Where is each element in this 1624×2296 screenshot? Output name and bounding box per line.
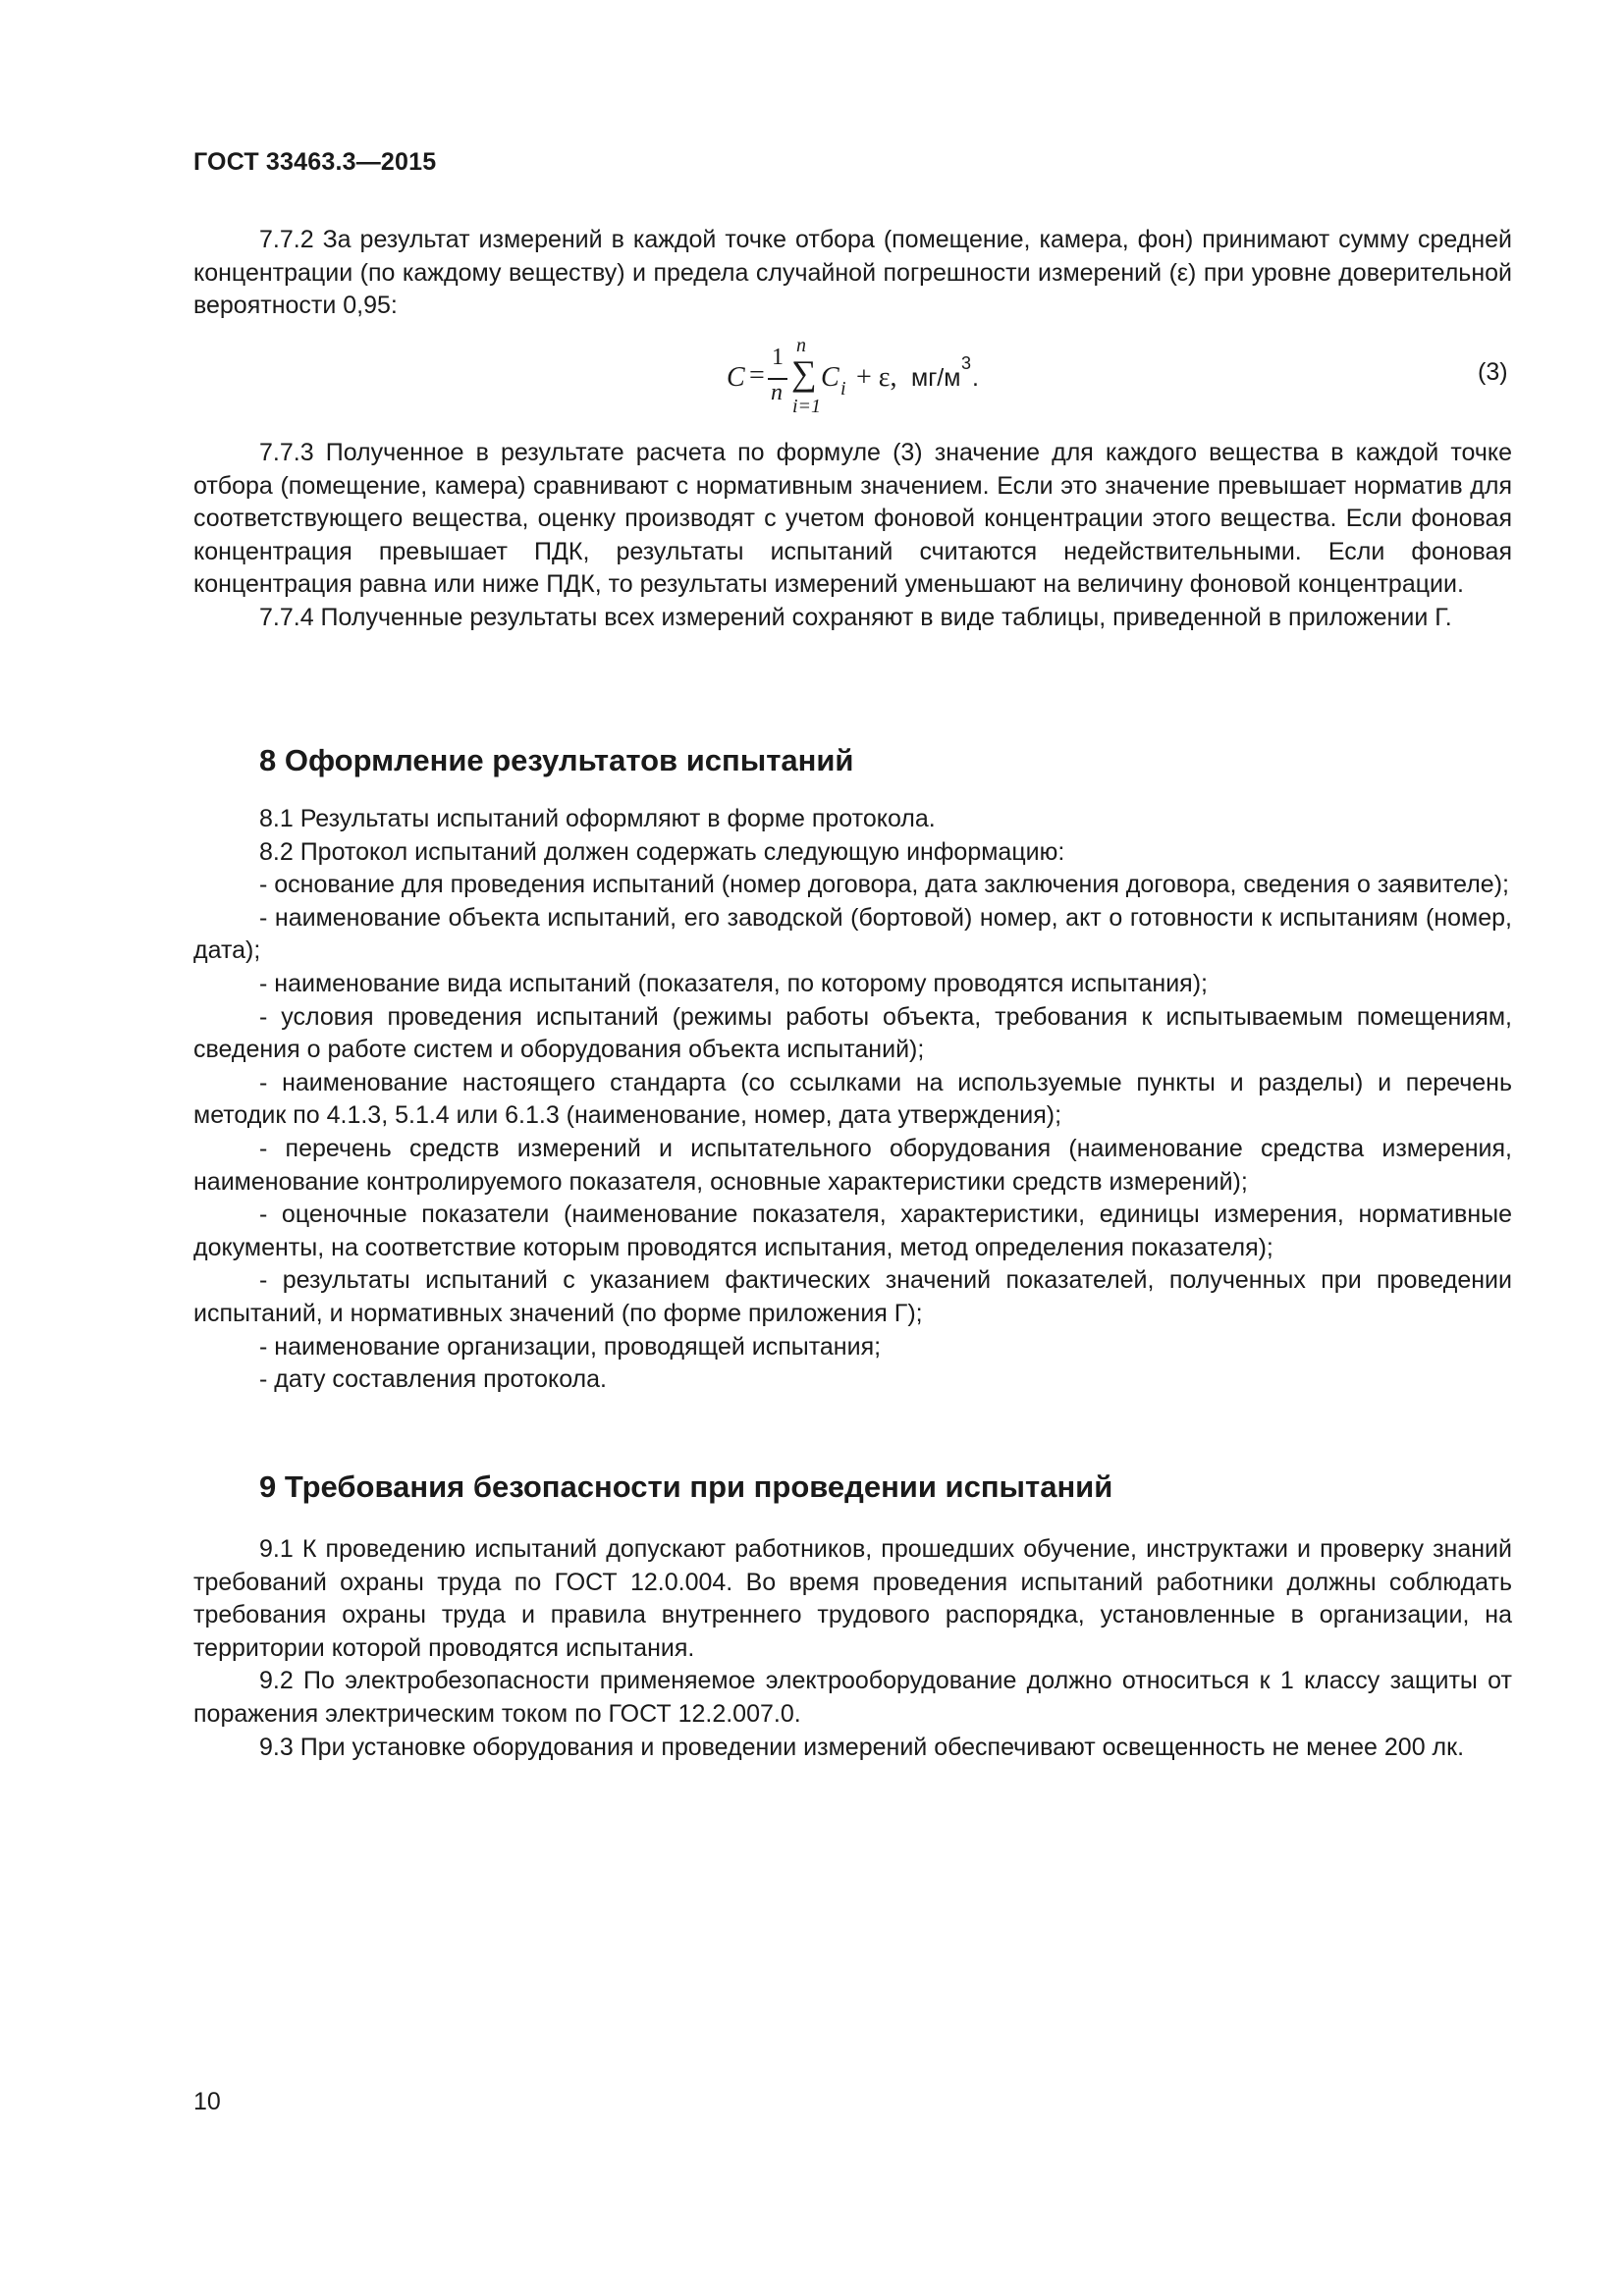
formula-unit-sup: 3 [961, 353, 972, 373]
formula-3 [717, 335, 1011, 427]
formula-term-sub: i [840, 378, 846, 400]
formula-plus-epsilon: + ε, [856, 362, 897, 393]
list-item: - результаты испытаний с указанием фактических значений показателей, полученных при проведении испытаний, и нормативных значений (по форме приложения Г); [193, 1266, 1512, 1327]
paragraph-7-7-4: 7.7.4 Полученные результаты всех измерений сохраняют в виде таблицы, приведенной в приложении Г. [259, 603, 1452, 631]
paragraph-8-1: 8.1 Результаты испытаний оформляют в форме протокола. [259, 805, 936, 832]
formula-term: C [821, 362, 839, 393]
section-9-heading: 9 Требования безопасности при проведении испытаний [259, 1469, 1113, 1504]
paragraph-7-7-2: 7.7.2 За результат измерений в каждой точке отбора (помещение, камера, фон) принимают сумму средней концентрации (по каждому веществу) и предела случайной погрешности измерений (ε) при уровне доверительной вероятности 0,95: [193, 226, 1512, 320]
list-item: - наименование настоящего стандарта (со ссылками на используемые пункты и разделы) и перечень методик по 4.1.3, 5.1.4 или 6.1.3 (наименование, номер, дата утверждения); [193, 1068, 1512, 1130]
list-item: - условия проведения испытаний (режимы работы объекта, требования к испытываемым помещениям, сведения о работе систем и оборудования объекта испытаний); [193, 1002, 1512, 1064]
paragraph-9-2: 9.2 По электробезопасности применяемое электрооборудование должно относиться к 1 классу защиты от поражения электрическим током по ГОСТ 12.2.007.0. [193, 1667, 1512, 1728]
formula-number: (3) [1478, 358, 1508, 386]
list-item: - дату составления протокола. [259, 1365, 607, 1394]
page-number: 10 [193, 2088, 221, 2115]
formula-sum-upper: n [796, 335, 806, 356]
formula-unit: мг/м [911, 364, 961, 392]
section-7-block-bottom [193, 437, 1512, 635]
list-item: - наименование организации, проводящей испытания; [259, 1332, 882, 1361]
document-id: ГОСТ 33463.3—2015 [193, 148, 437, 176]
list-item: - перечень средств измерений и испытательного оборудования (наименование средства измерения, наименование контролируемого показателя, основные характеристики средств измерений); [193, 1134, 1512, 1196]
list-item: - наименование вида испытаний (показателя, по которому проводятся испытания); [259, 969, 1208, 997]
paragraph-9-1: 9.1 К проведению испытаний допускают работников, прошедших обучение, инструктажи и проверку знаний требований охраны труда по ГОСТ 12.0.004. Во время проведения испытаний работники должны соблюдать требования охраны труда и правила внутреннего трудового распорядка, установленные в организации, на территории которой проводятся испытания. [193, 1535, 1512, 1662]
section-9-block [193, 1533, 1512, 1764]
formula-frac-num: 1 [772, 345, 784, 370]
paragraph-7-7-3: 7.7.3 Полученное в результате расчета по формуле (3) значение для каждого вещества в каждой точке отбора (помещение, камера) сравнивают с нормативным значением. Если это значение превышает норматив для соответствующего вещества, оценку производят с учетом фоновой концентрации этого вещества. Если фоновая концентрация превышает ПДК, результаты испытаний считаются недействительными. Если фоновая концентрация равна или ниже ПДК, то результаты измерений уменьшают на величину фоновой концентрации. [193, 439, 1512, 599]
formula-sum-symbol: ∑ [791, 353, 817, 393]
formula-sum-lower: i=1 [792, 396, 822, 417]
section-8-block [193, 803, 1512, 1397]
section-8-heading: 8 Оформление результатов испытаний [259, 743, 854, 777]
formula-unit-dot: . [972, 364, 979, 392]
paragraph-8-2: 8.2 Протокол испытаний должен содержать следующую информацию: [259, 837, 1065, 866]
list-item: - основание для проведения испытаний (номер договора, дата заключения договора, сведения о заявителе); [259, 871, 1509, 899]
formula-frac-den: n [771, 380, 783, 405]
section-7-block-top [193, 224, 1512, 323]
list-item: - оценочные показатели (наименование показателя, характеристики, единицы измерения, нормативные документы, на соответствие которым проводятся испытания, метод определения показателя); [193, 1201, 1512, 1261]
formula-equals: = [749, 360, 765, 391]
list-item: - наименование объекта испытаний, его заводской (бортовой) номер, акт о готовности к испытаниям (номер, дата); [193, 903, 1512, 965]
paragraph-9-3: 9.3 При установке оборудования и проведении измерений обеспечивают освещенность не менее 200 лк. [259, 1733, 1465, 1761]
formula-lhs: C [727, 362, 745, 393]
